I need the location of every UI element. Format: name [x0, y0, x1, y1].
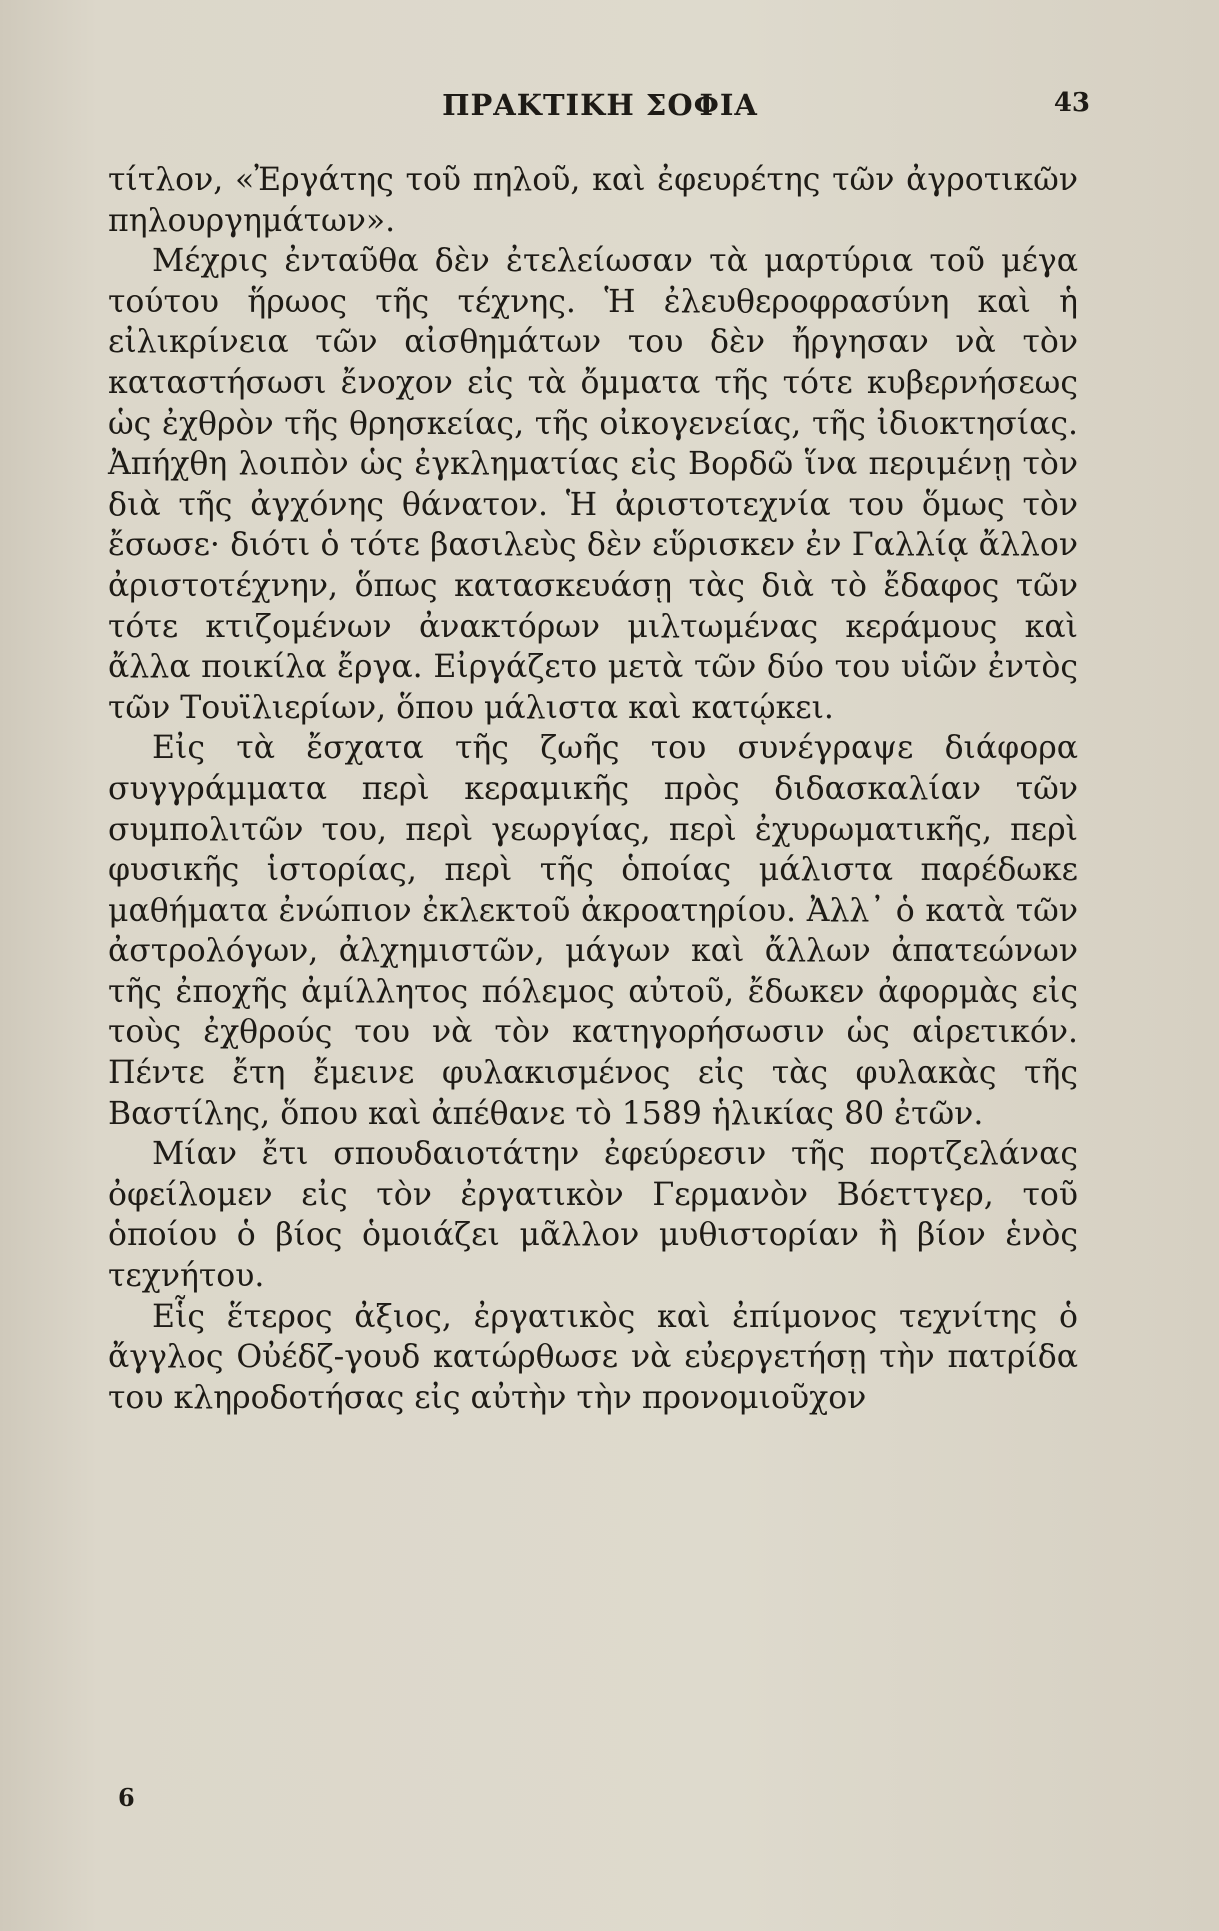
paragraph: Μέχρις ἐνταῦθα δὲν ἐτελείωσαν τὰ μαρτύρια τοῦ μέγα τούτου ἥρωος τῆς τέχνης. Ἡ ἐλευθεροφρασύνη καὶ ἡ εἰλικρίνεια τῶν αἰσθημάτων του δὲν ἤργησαν νὰ τὸν καταστήσωσι ἔνοχον εἰς τὰ ὄμματα τῆς τότε κυβερνήσεως ὡς ἐχθρὸν τῆς θρησκείας, τῆς οἰκογενείας, τῆς ἰδιοκτησίας. Ἀπήχθη λοιπὸν ὡς ἐγκληματίας εἰς Βορδῶ ἵνα περιμένῃ τὸν διὰ τῆς ἀγχόνης θάνατον. Ἡ ἀριστοτεχνία του ὅμως τὸν ἔσωσε· διότι ὁ τότε βασιλεὺς δὲν εὕρισκεν ἐν Γαλλίᾳ ἄλλον ἀριστοτέχνην, ὅπως κατασκευάσῃ τὰς διὰ τὸ ἔδαφος τῶν τότε κτιζομένων ἀνακτόρων μιλτωμένας κεράμους καὶ ἄλλα ποικίλα ἔργα. Εἰργάζετο μετὰ τῶν δύο του υἱῶν ἐντὸς τῶν Τουϊλιερίων, ὅπου μάλιστα καὶ κατῴκει. — [108, 243, 1078, 726]
paragraph: τίτλον, «Ἐργάτης τοῦ πηλοῦ, καὶ ἐφευρέτης τῶν ἀγροτικῶν πηλουργημάτων». — [108, 162, 1078, 239]
signature-mark: 6 — [118, 1783, 135, 1812]
page-header — [110, 88, 1090, 128]
page-number: 43 — [1053, 88, 1090, 118]
running-title: ΠΡΑΚΤΙΚΗ ΣΟΦΙΑ — [442, 88, 758, 122]
paragraph: Εἰς τὰ ἔσχατα τῆς ζωῆς του συνέγραψε διάφορα συγγράμματα περὶ κεραμικῆς πρὸς διδασκαλίαν τῶν συμπολιτῶν του, περὶ γεωργίας, περὶ ἐχυρωματικῆς, περὶ φυσικῆς ἱστορίας, περὶ τῆς ὁποίας μάλιστα παρέδωκε μαθήματα ἐνώπιον ἐκλεκτοῦ ἀκροατηρίου. Ἀλλ᾽ ὁ κατὰ τῶν ἀστρολόγων, ἀλχημιστῶν, μάγων καὶ ἄλλων ἀπατεώνων τῆς ἐποχῆς ἀμίλλητος πόλεμος αὐτοῦ, ἔδωκεν ἀφορμὰς εἰς τοὺς ἐχθρούς του νὰ τὸν κατηγορήσωσιν ὡς αἱρετικόν. Πέντε ἔτη ἔμεινε φυλακισμένος εἰς τὰς φυλακὰς τῆς Βαστίλης, ὅπου καὶ ἀπέθανε τὸ 1589 ἡλικίας 80 ἐτῶν. — [108, 730, 1078, 1132]
paragraph: Εἷς ἕτερος ἀξιος, ἐργατικὸς καὶ ἐπίμονος τεχνίτης ὁ ἄγγλος Οὐέδζ-γουδ κατώρθωσε νὰ εὐεργετήσῃ τὴν πατρίδα του κληροδοτήσας εἰς αὐτὴν τὴν προνομιοῦχον — [108, 1298, 1078, 1416]
body-text — [108, 160, 1078, 1418]
paragraph: Μίαν ἔτι σπουδαιοτάτην ἐφεύρεσιν τῆς πορτζελάνας ὀφείλομεν εἰς τὸν ἐργατικὸν Γερμανὸν Βόεττγερ, τοῦ ὁποίου ὁ βίος ὁμοιάζει μᾶλλον μυθιστορίαν ἢ βίον ἑνὸς τεχνήτου. — [108, 1136, 1078, 1295]
